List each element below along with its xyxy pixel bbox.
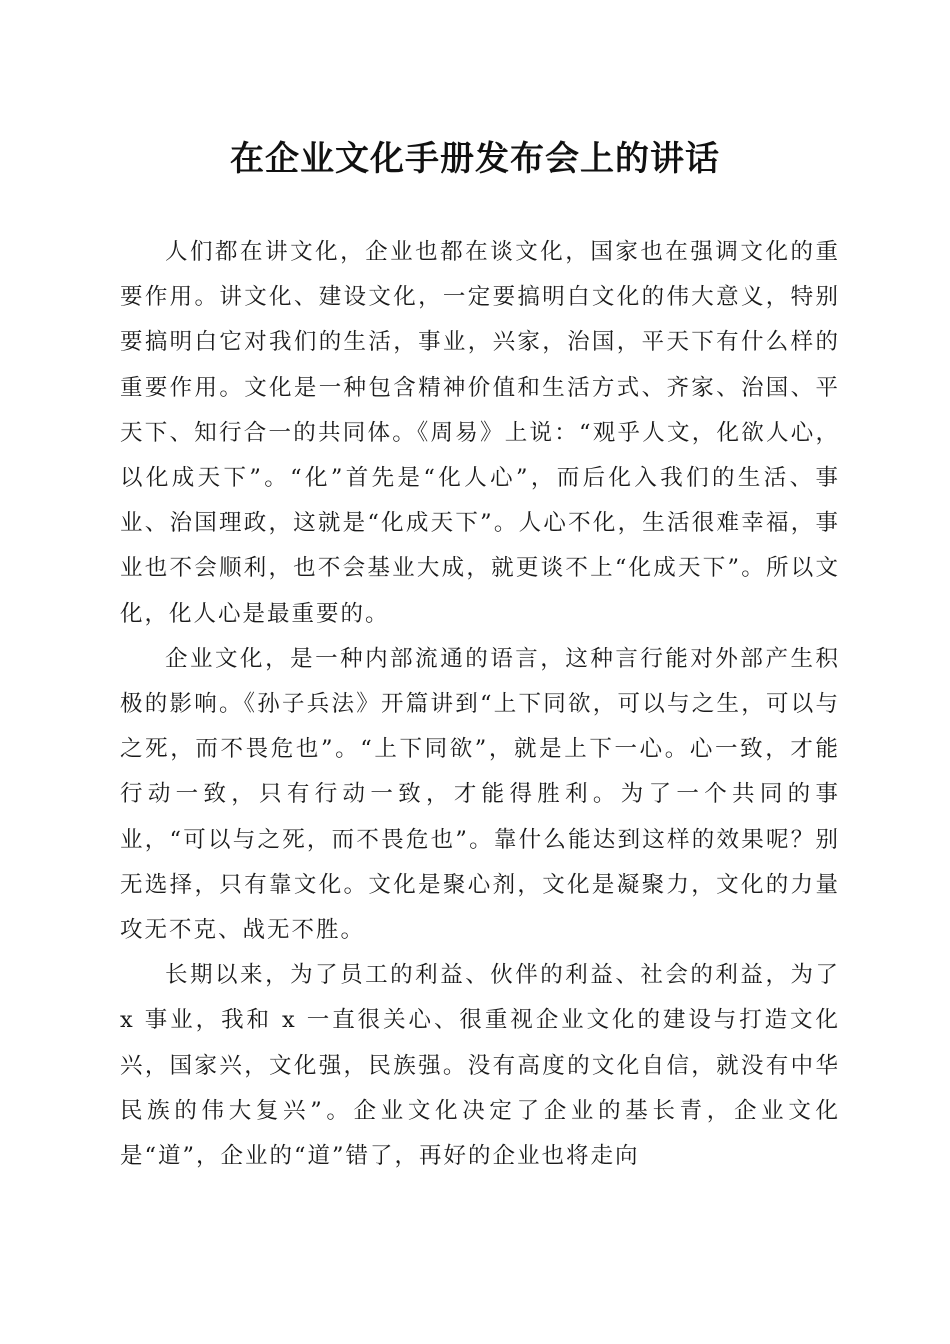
paragraph-3: 长期以来，为了员工的利益、伙伴的利益、社会的利益，为了 x 事业，我和 x 一直很关心、很重视企业文化的建设与打造文化兴，国家兴，文化强，民族强。没有高度的文化自信，就没有中华民族的伟大复兴”。企业文化决定了企业的基长青，企业文化是“道”，企业的“道”错了，再好的企业也将走向 (120, 962, 840, 1170)
document-title: 在企业文化手册发布会上的讲话 (230, 139, 720, 179)
paragraph-2: 企业文化，是一种内部流通的语言，这种言行能对外部产生积极的影响。《孙子兵法》开篇讲到“上下同欲，可以与之生，可以与之死，而不畏危也”。“上下同欲”，就是上下一心。心一致，才能行动一致，只有行动一致，才能得胜利。为了一个共同的事业，“可以与之死，而不畏危也”。靠什么能达到这样的效果呢？别无选择，只有靠文化。文化是聚心剂，文化是凝聚力，文化的力量攻无不克、战无不胜。 (120, 645, 840, 944)
document-body (120, 230, 840, 1179)
paragraph-1: 人们都在讲文化，企业也都在谈文化，国家也在强调文化的重要作用。讲文化、建设文化，一定要搞明白文化的伟大意义，特别要搞明白它对我们的生活，事业，兴家，治国，平天下有什么样的重要作用。文化是一种包含精神价值和生活方式、齐家、治国、平天下、知行合一的共同体。《周易》上说：“观乎人文，化欲人心，以化成天下”。“化”首先是“化人心”，而后化入我们的生活、事业、治国理政，这就是“化成天下”。人心不化，生活很难幸福，事业也不会顺利，也不会基业大成，就更谈不上“化成天下”。所以文化，化人心是最重要的。 (120, 239, 840, 627)
